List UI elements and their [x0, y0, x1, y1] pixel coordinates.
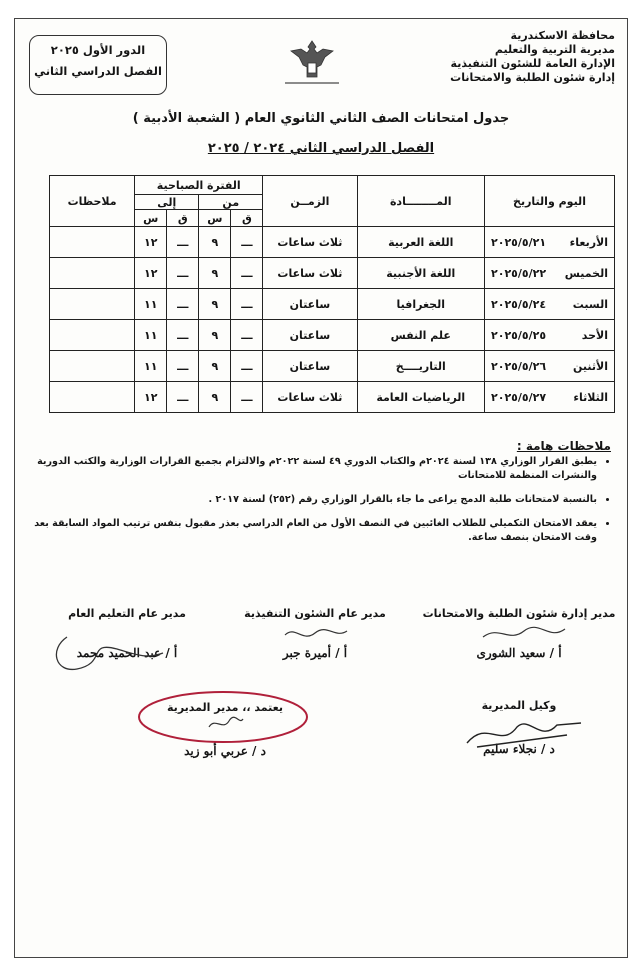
signature-title: مدير إدارة شئون الطلبة والامتحانات: [422, 607, 616, 620]
signature-name: د / نجلاء سليم: [483, 742, 555, 756]
row-from-min: ـــ: [231, 258, 263, 289]
row-from-min: ـــ: [231, 351, 263, 382]
signature-block: [135, 689, 315, 758]
row-day: السبت: [572, 297, 608, 311]
signature-name: د / عربي أبو زيد: [184, 744, 266, 758]
header-morning-period: الفترة الصباحية: [135, 176, 263, 195]
header-notes: ملاحظات: [50, 176, 135, 227]
row-notes: [50, 258, 135, 289]
signature-name: أ / سعيد الشورى: [476, 646, 562, 660]
header-duration: الزمــن: [263, 176, 357, 227]
table-row: [50, 320, 615, 351]
table-row: [50, 227, 615, 258]
signature-name: أ / عبد الحميد محمد: [76, 646, 178, 660]
row-from-hour: ٩: [199, 258, 231, 289]
document-page: [14, 18, 628, 958]
header-to-hour: س: [135, 210, 167, 227]
row-day: الأحد: [581, 328, 608, 342]
exam-round-box: [29, 35, 167, 95]
row-from-min: ـــ: [231, 382, 263, 413]
header-from-min: ق: [231, 210, 263, 227]
header-to-min: ق: [167, 210, 199, 227]
table-row: [50, 289, 615, 320]
row-notes: [50, 320, 135, 351]
signature-block: [439, 699, 599, 756]
org-line: مديرية التربية والتعليم: [494, 43, 615, 56]
row-to-hour: ١٢: [135, 227, 167, 258]
row-from-min: ـــ: [231, 227, 263, 258]
table-row: [50, 382, 615, 413]
row-from-hour: ٩: [199, 351, 231, 382]
signature-block: [419, 607, 619, 660]
row-from-hour: ٩: [199, 382, 231, 413]
note-item: • يطبق القرار الوزاري ١٣٨ لسنة ٢٠٢٤م والكتاب الدوري ٤٩ لسنة ٢٠٢٢م والالتزام بجميع القرارات الوزارية والكتب الدورية والنشرات المنظمة للامتحانات: [22, 455, 597, 483]
row-to-min: ـــ: [167, 289, 199, 320]
note-item: • بالنسبة لامتحانات طلبة الدمج يراعى ما جاء بالقرار الوزاري رقم (٢٥٢) لسنة ٢٠١٧ .: [22, 493, 597, 507]
notes-heading: ملاحظات هامة :: [516, 439, 611, 453]
row-from-min: ـــ: [231, 289, 263, 320]
row-duration: ساعتان: [263, 351, 357, 382]
row-day: الأربعاء: [569, 235, 608, 249]
org-line: إدارة شئون الطلبة والامتحانات: [450, 71, 615, 84]
org-line: الإدارة العامة للشئون التنفيذية: [450, 57, 615, 70]
note-item: • يعقد الامتحان التكميلي للطلاب الغائبين في النصف الأول من العام الدراسي بعذر مقبول بنفس ترتيب المواد السابقة بعد وقت الامتحان بنصف ساعة.: [22, 517, 597, 545]
table-row: [50, 351, 615, 382]
handwritten-signature: [205, 715, 245, 733]
row-notes: [50, 351, 135, 382]
row-date: ٢٠٢٥/٥/٢٤: [491, 297, 547, 311]
semester-label: الفصل الدراسي الثاني: [34, 64, 162, 78]
row-subject: اللغة الأجنبية: [357, 258, 485, 289]
row-to-hour: ١٢: [135, 382, 167, 413]
row-subject: الجغرافيا: [357, 289, 485, 320]
row-to-min: ـــ: [167, 320, 199, 351]
header-to: إلى: [135, 195, 199, 210]
row-to-min: ـــ: [167, 227, 199, 258]
row-subject: التاريــــخ: [357, 351, 485, 382]
org-header: [415, 29, 615, 85]
handwritten-signature: [479, 623, 569, 645]
egypt-eagle-emblem-icon: [277, 37, 347, 89]
notes-list: [22, 455, 611, 555]
row-notes: [50, 289, 135, 320]
row-duration: ثلاث ساعات: [263, 382, 357, 413]
signature-title: وكيل المديرية: [481, 699, 557, 712]
row-from-hour: ٩: [199, 227, 231, 258]
round-label: الدور الأول ٢٠٢٥: [50, 43, 146, 57]
row-duration: ثلاث ساعات: [263, 227, 357, 258]
row-to-min: ـــ: [167, 351, 199, 382]
row-duration: ساعتان: [263, 289, 357, 320]
header-from: من: [199, 195, 263, 210]
row-subject: علم النفس: [357, 320, 485, 351]
signature-block: [37, 607, 217, 660]
row-date: ٢٠٢٥/٥/٢٢: [491, 266, 547, 280]
row-from-hour: ٩: [199, 320, 231, 351]
handwritten-signature: [47, 629, 167, 679]
handwritten-signature: [457, 713, 587, 753]
row-day: الخميس: [564, 266, 608, 280]
row-date: ٢٠٢٥/٥/٢٦: [491, 359, 547, 373]
row-to-hour: ١١: [135, 351, 167, 382]
row-to-hour: ١١: [135, 289, 167, 320]
schedule-title: جدول امتحانات الصف الثاني الثانوي العام ( الشعبة الأدبية ): [132, 111, 510, 126]
signature-block: [225, 607, 405, 660]
row-notes: [50, 382, 135, 413]
row-duration: ثلاث ساعات: [263, 258, 357, 289]
row-to-min: ـــ: [167, 382, 199, 413]
signature-title: مدير عام الشئون التنفيذية: [244, 607, 386, 620]
semester-title: الفصل الدراسي الثاني ٢٠٢٤ / ٢٠٢٥: [207, 141, 435, 156]
handwritten-signature: [281, 623, 351, 645]
row-to-min: ـــ: [167, 258, 199, 289]
row-to-hour: ١٢: [135, 258, 167, 289]
exam-schedule-table: [49, 175, 615, 413]
signature-name: أ / أميرة جبر: [282, 646, 348, 660]
row-date: ٢٠٢٥/٥/٢٧: [491, 390, 547, 404]
row-day: الثلاثاء: [573, 390, 608, 404]
row-day: الأثنين: [573, 359, 608, 373]
org-line: محافظة الاسكندرية: [510, 29, 615, 42]
row-duration: ساعتان: [263, 320, 357, 351]
header-from-hour: س: [199, 210, 231, 227]
row-from-min: ـــ: [231, 320, 263, 351]
row-notes: [50, 227, 135, 258]
row-date: ٢٠٢٥/٥/٢١: [491, 235, 547, 249]
row-subject: الرياضيات العامة: [357, 382, 485, 413]
row-subject: اللغة العربية: [357, 227, 485, 258]
row-from-hour: ٩: [199, 289, 231, 320]
header-subject: المــــــــادة: [357, 176, 485, 227]
row-to-hour: ١١: [135, 320, 167, 351]
row-date: ٢٠٢٥/٥/٢٥: [491, 328, 547, 342]
signature-title: يعتمد ،، مدير المديرية: [167, 701, 283, 714]
table-row: [50, 258, 615, 289]
signature-title: مدير عام التعليم العام: [68, 607, 186, 620]
header-day-date: اليوم والتاريخ: [485, 176, 615, 227]
